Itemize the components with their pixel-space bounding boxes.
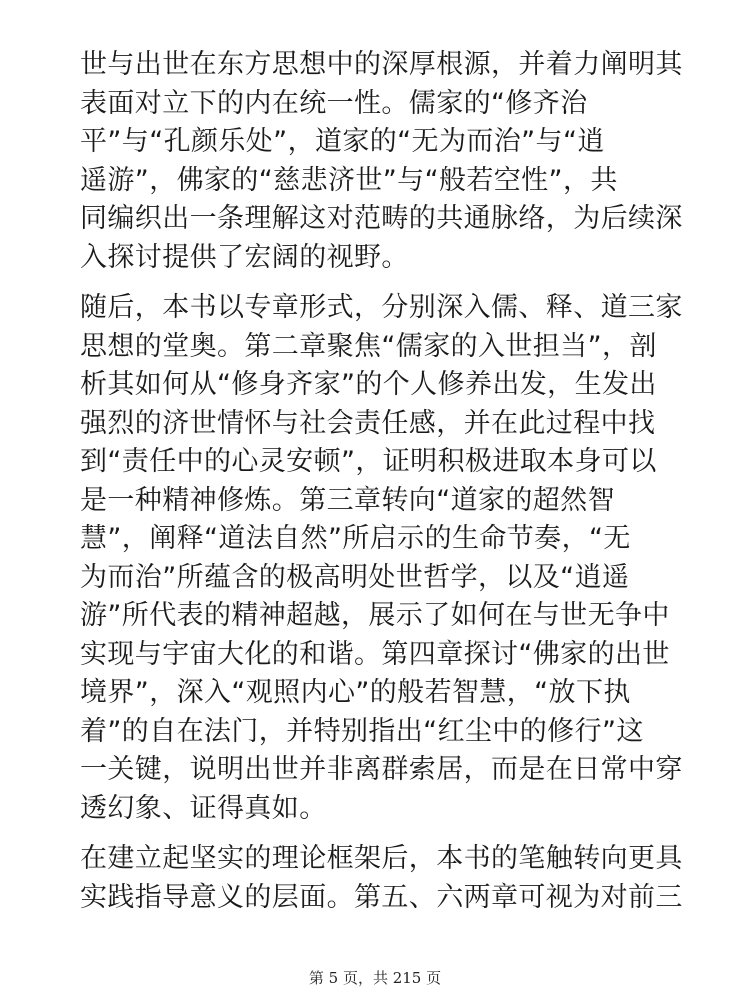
text-line: 遥游”，佛家的“慈悲济世”与“般若空性”，共 <box>80 164 618 196</box>
text-line: 到“责任中的心灵安顿”，证明积极进取本身可以 <box>80 446 657 477</box>
text-line: 着”的自在法门，并特别指出“红尘中的修行”这 <box>80 715 644 747</box>
text-line: 一关键，说明出世并非离群索居，而是在日常中穿 <box>80 754 683 785</box>
text-line: 强烈的济世情怀与社会责任感，并在此过程中找 <box>80 407 656 439</box>
text-line: 是一种精神修炼。第三章转向“道家的超然智 <box>80 484 615 516</box>
text-line: 析其如何从“修身齐家”的个人修养出发，生发出 <box>80 369 657 400</box>
paragraph <box>80 46 683 277</box>
page-body <box>80 46 683 929</box>
text-line: 实现与宇宙大化的和谐。第四章探讨“佛家的出世 <box>80 638 670 670</box>
page-footer <box>0 967 750 988</box>
text-line: 思想的堂奥。第二章聚焦“儒家的入世担当”，剖 <box>80 330 657 362</box>
text-line: 慧”，阐释“道法自然”所启示的生命节奏，“无 <box>80 523 631 554</box>
page-number: 第 5 页，共 215 页 <box>308 969 442 987</box>
text-line: 为而治”所蕴含的极高明处世哲学，以及“逍遥 <box>80 561 630 593</box>
text-line: 境界”，深入“观照内心”的般若智慧，“放下执 <box>80 677 631 708</box>
text-line: 同编织出一条理解这对范畴的共通脉络，为后续深 <box>80 203 683 234</box>
text-line: 游”所代表的精神超越，展示了如何在与世无争中 <box>80 600 670 631</box>
paragraph <box>80 289 683 828</box>
text-line: 透幻象、证得真如。 <box>80 792 327 824</box>
text-line: 表面对立下的内在统一性。儒家的“修齐治 <box>80 87 588 119</box>
text-line: 平”与“孔颜乐处”，道家的“无为而治”与“逍 <box>80 126 605 157</box>
text-line: 世与出世在东方思想中的深厚根源，并着力阐明其 <box>80 49 683 80</box>
text-line: 实践指导意义的层面。第五、六两章可视为对前三 <box>80 881 683 913</box>
text-line: 入探讨提供了宏阔的视野。 <box>80 241 409 273</box>
text-line: 在建立起坚实的理论框架后，本书的笔触转向更具 <box>80 843 683 874</box>
text-line: 随后，本书以专章形式，分别深入儒、释、道三家 <box>80 292 683 323</box>
paragraph <box>80 840 683 917</box>
